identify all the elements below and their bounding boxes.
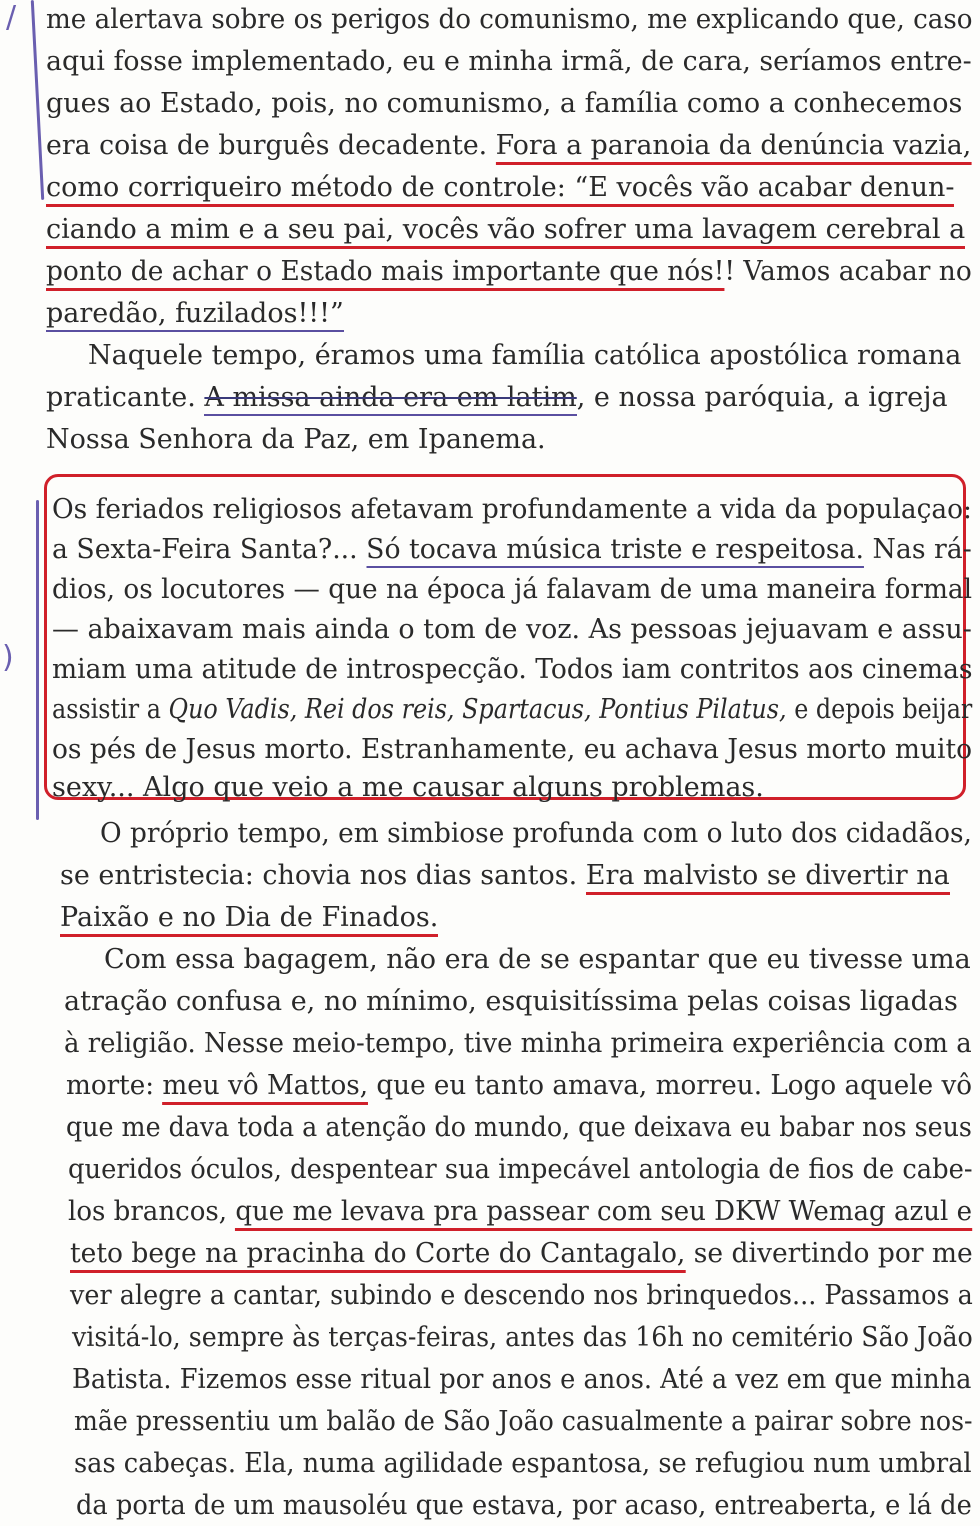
text-line (46, 210, 966, 250)
text-line: morte: meu vô Mattos, que eu tanto amava, morreu. Logo aquele vô (66, 1066, 940, 1106)
text-line (60, 898, 960, 938)
margin-curve-mark: ) (2, 640, 14, 675)
text-line: se entristecia: chovia nos dias santos. Era malvisto se divertir na (60, 856, 960, 896)
text-line: Nossa Senhora da Paz, em Ipanema. (46, 424, 546, 455)
text-line: los brancos, que me levava pra passear com seu DKW Wemag azul e (68, 1192, 937, 1232)
underlined-phrase: Paixão e no Dia de Finados. (60, 902, 438, 937)
text-line: teto bege na pracinha do Corte do Cantagalo, se divertindo por me (70, 1234, 954, 1274)
text-line: assistir a Quo Vadis, Rei dos reis, Spartacus, Pontius Pilatus, e depois beijar (52, 694, 973, 725)
text-line: a Sexta-Feira Santa?... Só tocava música triste e respeitosa. Nas rá- (52, 530, 942, 570)
underlined-phrase: que me levava pra passear com seu DKW Wemag azul e (235, 1196, 972, 1231)
text-line: os pés de Jesus morto. Estranhamente, eu achava Jesus morto muito (52, 734, 973, 765)
text-line: aqui fosse implementado, eu e minha irmã, de cara, seríamos entre- (46, 46, 972, 77)
text-line: O próprio tempo, em simbiose profunda com o luto dos cidadãos, (100, 818, 972, 849)
underlined-phrase: Era malvisto se divertir na (586, 860, 950, 895)
text-line: dios, os locutores — que na época já falavam de uma maneira formal (52, 574, 973, 605)
margin-curve-mark-top: / (6, 0, 17, 35)
underlined-phrase: meu vô Mattos, (162, 1070, 368, 1105)
text-line: sas cabeças. Ela, numa agilidade espantosa, se refugiou num umbral (74, 1448, 972, 1479)
text-line: sexy... Algo que veio a me causar alguns problemas. (52, 772, 764, 803)
margin-bracket-top (31, 0, 44, 200)
text-line: Com essa bagagem, não era de se espantar que eu tivesse uma (104, 944, 971, 975)
text-line: — abaixavam mais ainda o tom de voz. As pessoas jejuavam e assu- (52, 614, 972, 645)
text-line: Naquele tempo, éramos uma família católica apostólica romana (88, 340, 962, 371)
text-line: Os feriados religiosos afetavam profundamente a vida da populaçao: (52, 494, 972, 525)
text-line: praticante. A missa ainda era em latim, e nossa paróquia, a igreja (46, 378, 946, 418)
text-line: atração confusa e, no mínimo, esquisitíssima pelas coisas ligadas (64, 986, 958, 1017)
text-line: visitá-lo, sempre às terças-feiras, antes das 16h no cemitério São João (72, 1322, 973, 1353)
text-line: ver alegre a cantar, subindo e descendo nos brinquedos... Passamos a (70, 1280, 973, 1311)
underlined-phrase: ciando a mim e a seu pai, vocês vão sofrer uma lavagem cerebral a (46, 214, 965, 249)
margin-bracket-box (36, 500, 39, 820)
text-line: Batista. Fizemos esse ritual por anos e anos. Até a vez em que minha (72, 1364, 972, 1395)
underlined-phrase: teto bege na pracinha do Corte do Cantagalo, (70, 1238, 685, 1273)
text-line: que me dava toda a atenção do mundo, que deixava eu babar nos seus (66, 1112, 972, 1143)
text-line: miam uma atitude de introspecção. Todos iam contritos aos cinemas (52, 654, 973, 685)
struck-phrase: A missa ainda era em latim (204, 382, 576, 416)
underlined-phrase: paredão, fuzilados!!!” (46, 298, 344, 332)
text-line (46, 294, 946, 334)
text-line (46, 168, 955, 208)
text-line: mãe pressentiu um balão de São João casualmente a pairar sobre nos- (74, 1406, 973, 1437)
text-line: era coisa de burguês decadente. Fora a paranoia da denúncia vazia, (46, 126, 938, 166)
text-line: da porta de um mausoléu que estava, por acaso, entreaberta, e lá de (76, 1490, 972, 1521)
text-line: à religião. Nesse meio-tempo, tive minha primeira experiência com a (64, 1028, 972, 1059)
text-line: gues ao Estado, pois, no comunismo, a família como a conhecemos (46, 88, 963, 119)
underlined-phrase: como corriqueiro método de controle: “E vocês vão acabar denun- (46, 172, 954, 207)
text-line: me alertava sobre os perigos do comunismo, me explicando que, caso (46, 4, 973, 35)
underlined-phrase: Fora a paranoia da denúncia vazia, (496, 130, 972, 165)
text-line: queridos óculos, despentear sua impecável antologia de fios de cabe- (68, 1154, 973, 1185)
underlined-phrase: Só tocava música triste e respeitosa. (366, 534, 864, 568)
underlined-phrase: ponto de achar o Estado mais importante que nós! (46, 256, 724, 291)
text-line: ponto de achar o Estado mais importante que nós!! Vamos acabar no (46, 252, 927, 292)
